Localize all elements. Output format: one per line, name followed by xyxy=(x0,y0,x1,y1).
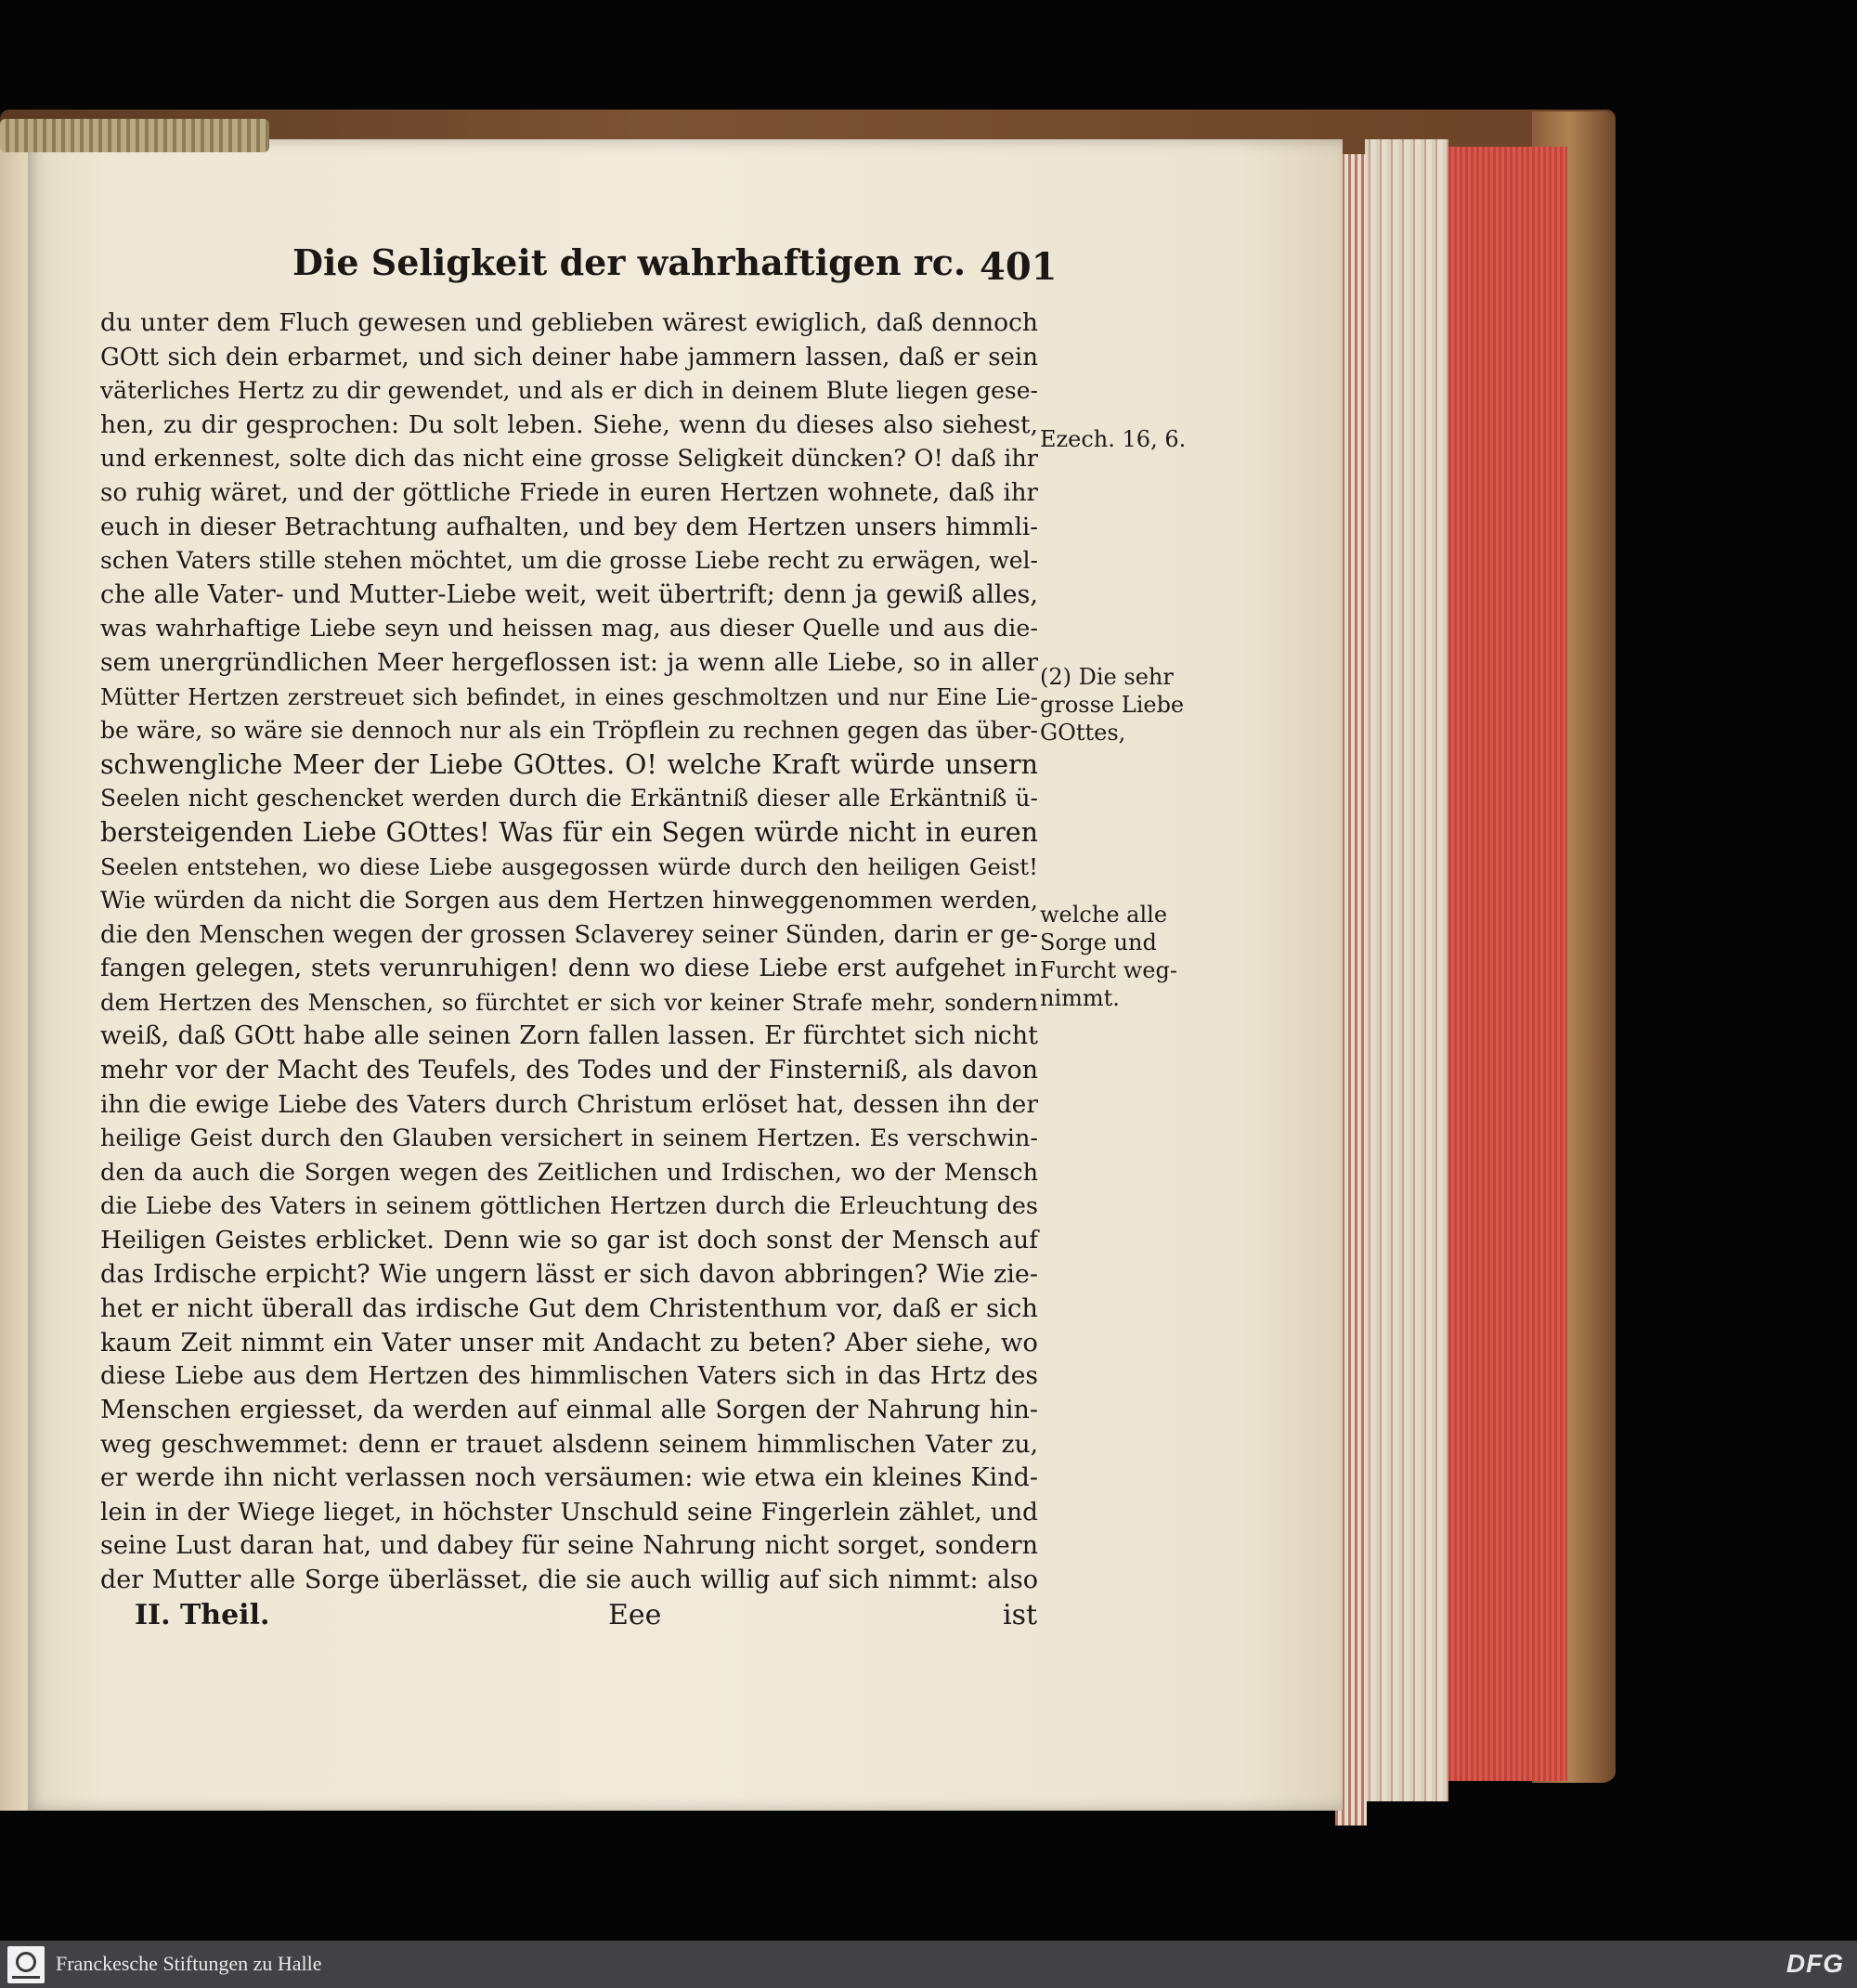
text-line: Seelen nicht geschencket werden durch die Erkäntniß dieser alle Erkäntniß ü- xyxy=(100,785,1038,812)
text-line: schwengliche Meer der Liebe GOttes. O! welche Kraft würde unsern xyxy=(100,748,1038,780)
margin-note-2 xyxy=(1040,663,1184,747)
dfg-logo[interactable]: DFG xyxy=(1786,1949,1844,1978)
footer-bar xyxy=(0,1941,1857,1988)
text-line: Wie würden da nicht die Sorgen aus dem Hertzen hinweggenommen werden, xyxy=(100,887,1038,916)
text-line: er werde ihn nicht verlassen noch versäumen: wie etwa ein kleines Kind- xyxy=(100,1463,1038,1493)
text-line: du unter dem Fluch gewesen und geblieben wärest ewiglich, daß dennoch xyxy=(100,308,1038,337)
margin-note-line: Sorge und xyxy=(1040,929,1157,955)
margin-note-line: nimmt. xyxy=(1040,985,1120,1011)
text-line: diese Liebe aus dem Hertzen des himmlischen Vaters sich in das Hrtz des xyxy=(100,1361,1038,1391)
text-line: ihn die ewige Liebe des Vaters durch Christum erlöset hat, dessen ihn der xyxy=(100,1089,1038,1119)
text-line: het er nicht überall das irdische Gut dem Christenthum vor, daß er sich xyxy=(100,1293,1038,1324)
volume-part: II. Theil. xyxy=(135,1599,270,1631)
text-line: die Liebe des Vaters in seinem göttlichen Hertzen durch die Erleuchtung des xyxy=(100,1192,1038,1221)
text-line: lein in der Wiege lieget, in höchster Unschuld seine Fingerlein zählet, und xyxy=(100,1497,1038,1527)
running-head xyxy=(292,241,1058,297)
text-line: dem Hertzen des Menschen, so fürchtet er sich vor keiner Strafe mehr, sondern xyxy=(100,988,1038,1016)
text-line: che alle Vater- und Mutter-Liebe weit, weit übertrift; denn ja gewiß alles, xyxy=(100,579,1038,609)
text-line: Seelen entstehen, wo diese Liebe ausgegossen würde durch den heiligen Geist! xyxy=(100,852,1038,880)
text-line: bersteigenden Liebe GOttes! Was für ein Segen würde nicht in euren xyxy=(100,816,1038,848)
catchword: ist xyxy=(1003,1599,1038,1631)
page-edges xyxy=(1365,139,1448,1801)
margin-note-3 xyxy=(1040,901,1177,1012)
margin-note-line: (2) Die sehr xyxy=(1040,664,1174,690)
text-line: be wäre, so wäre sie dennoch nur als ein Tröpflein zu rechnen gegen das über- xyxy=(100,717,1038,745)
body-text xyxy=(100,306,1038,1598)
text-line: die den Menschen wegen der grossen Sclaverey seiner Sünden, darin er ge- xyxy=(100,920,1038,949)
text-line: mehr vor der Macht des Teufels, des Todes und der Finsterniß, als davon xyxy=(100,1056,1038,1085)
text-line: väterliches Hertz zu dir gewendet, und als er dich in deinem Blute liegen gese- xyxy=(100,377,1038,405)
text-line: weiß, daß GOtt habe alle seinen Zorn fallen lassen. Er fürchtet sich nicht xyxy=(100,1021,1038,1051)
text-line: kaum Zeit nimmt ein Vater unser mit Andacht zu beten? Aber siehe, wo xyxy=(100,1327,1038,1358)
text-line: Mütter Hertzen zerstreuet sich befindet, in eines geschmoltzen und nur Eine Lie- xyxy=(100,683,1038,710)
signature-line xyxy=(135,1599,1045,1636)
red-page-edges xyxy=(1437,147,1567,1781)
text-line: Menschen ergiesset, da werden auf einmal alle Sorgen der Nahrung hin- xyxy=(100,1396,1038,1424)
running-head-title: Die Seligkeit der wahrhaftigen rc. xyxy=(292,241,967,283)
text-line: heilige Geist durch den Glauben versichert in seinem Hertzen. Es verschwin- xyxy=(100,1124,1038,1153)
text-line: so ruhig wäret, und der göttliche Friede in euren Hertzen wohnete, daß ihr xyxy=(100,478,1038,507)
text-line: schen Vaters stille stehen möchtet, um die grosse Liebe recht zu erwägen, wel- xyxy=(100,547,1038,575)
text-line: das Irdische erpicht? Wie ungern lässt er sich davon abbringen? Wie zie- xyxy=(100,1259,1038,1289)
left-page-sliver xyxy=(0,139,28,1811)
institution-logo-icon[interactable] xyxy=(7,1946,45,1983)
text-line: und erkennest, solte dich das nicht eine grosse Seligkeit düncken? O! daß ihr xyxy=(100,445,1038,474)
margin-note-line: GOttes, xyxy=(1040,720,1126,746)
text-line: hen, zu dir gesprochen: Du solt leben. Siehe, wenn du dieses also siehest, xyxy=(100,409,1038,439)
text-line: der Mutter alle Sorge überlässet, die sie auch willig auf sich nimmt: also xyxy=(100,1565,1038,1594)
signature-mark: Eee xyxy=(608,1599,662,1631)
margin-note-reference: Ezech. 16, 6. xyxy=(1040,426,1187,452)
text-line: Heiligen Geistes erblicket. Denn wie so gar ist doch sonst der Mensch auf xyxy=(100,1226,1038,1255)
text-line: den da auch die Sorgen wegen des Zeitlichen und Irdischen, wo der Mensch xyxy=(100,1158,1038,1187)
margin-note-line: welche alle xyxy=(1040,902,1168,928)
text-line: was wahrhaftige Liebe seyn und heissen mag, aus dieser Quelle und aus die- xyxy=(100,615,1038,643)
text-line: euch in dieser Betrachtung aufhalten, und bey dem Hertzen unsers himmli- xyxy=(100,513,1038,541)
text-line: weg geschwemmet: denn er trauet alsdenn seinem himmlischen Vater zu, xyxy=(100,1429,1038,1459)
headband xyxy=(0,119,269,152)
text-line: GOtt sich dein erbarmet, und sich deiner habe jammern lassen, daß er sein xyxy=(100,343,1038,371)
margin-note-line: grosse Liebe xyxy=(1040,692,1185,718)
page-number: 401 xyxy=(980,245,1058,289)
text-line: sem unergründlichen Meer hergeflossen ist: ja wenn alle Liebe, so in aller xyxy=(100,647,1038,677)
institution-name[interactable]: Franckesche Stiftungen zu Halle xyxy=(56,1952,322,1975)
text-line: fangen gelegen, stets verunruhigen! denn wo diese Liebe erst aufgehet in xyxy=(100,954,1038,983)
margin-note-line: Furcht weg- xyxy=(1040,957,1177,983)
text-line: seine Lust daran hat, und dabey für seine Nahrung nicht sorget, sondern xyxy=(100,1531,1038,1561)
